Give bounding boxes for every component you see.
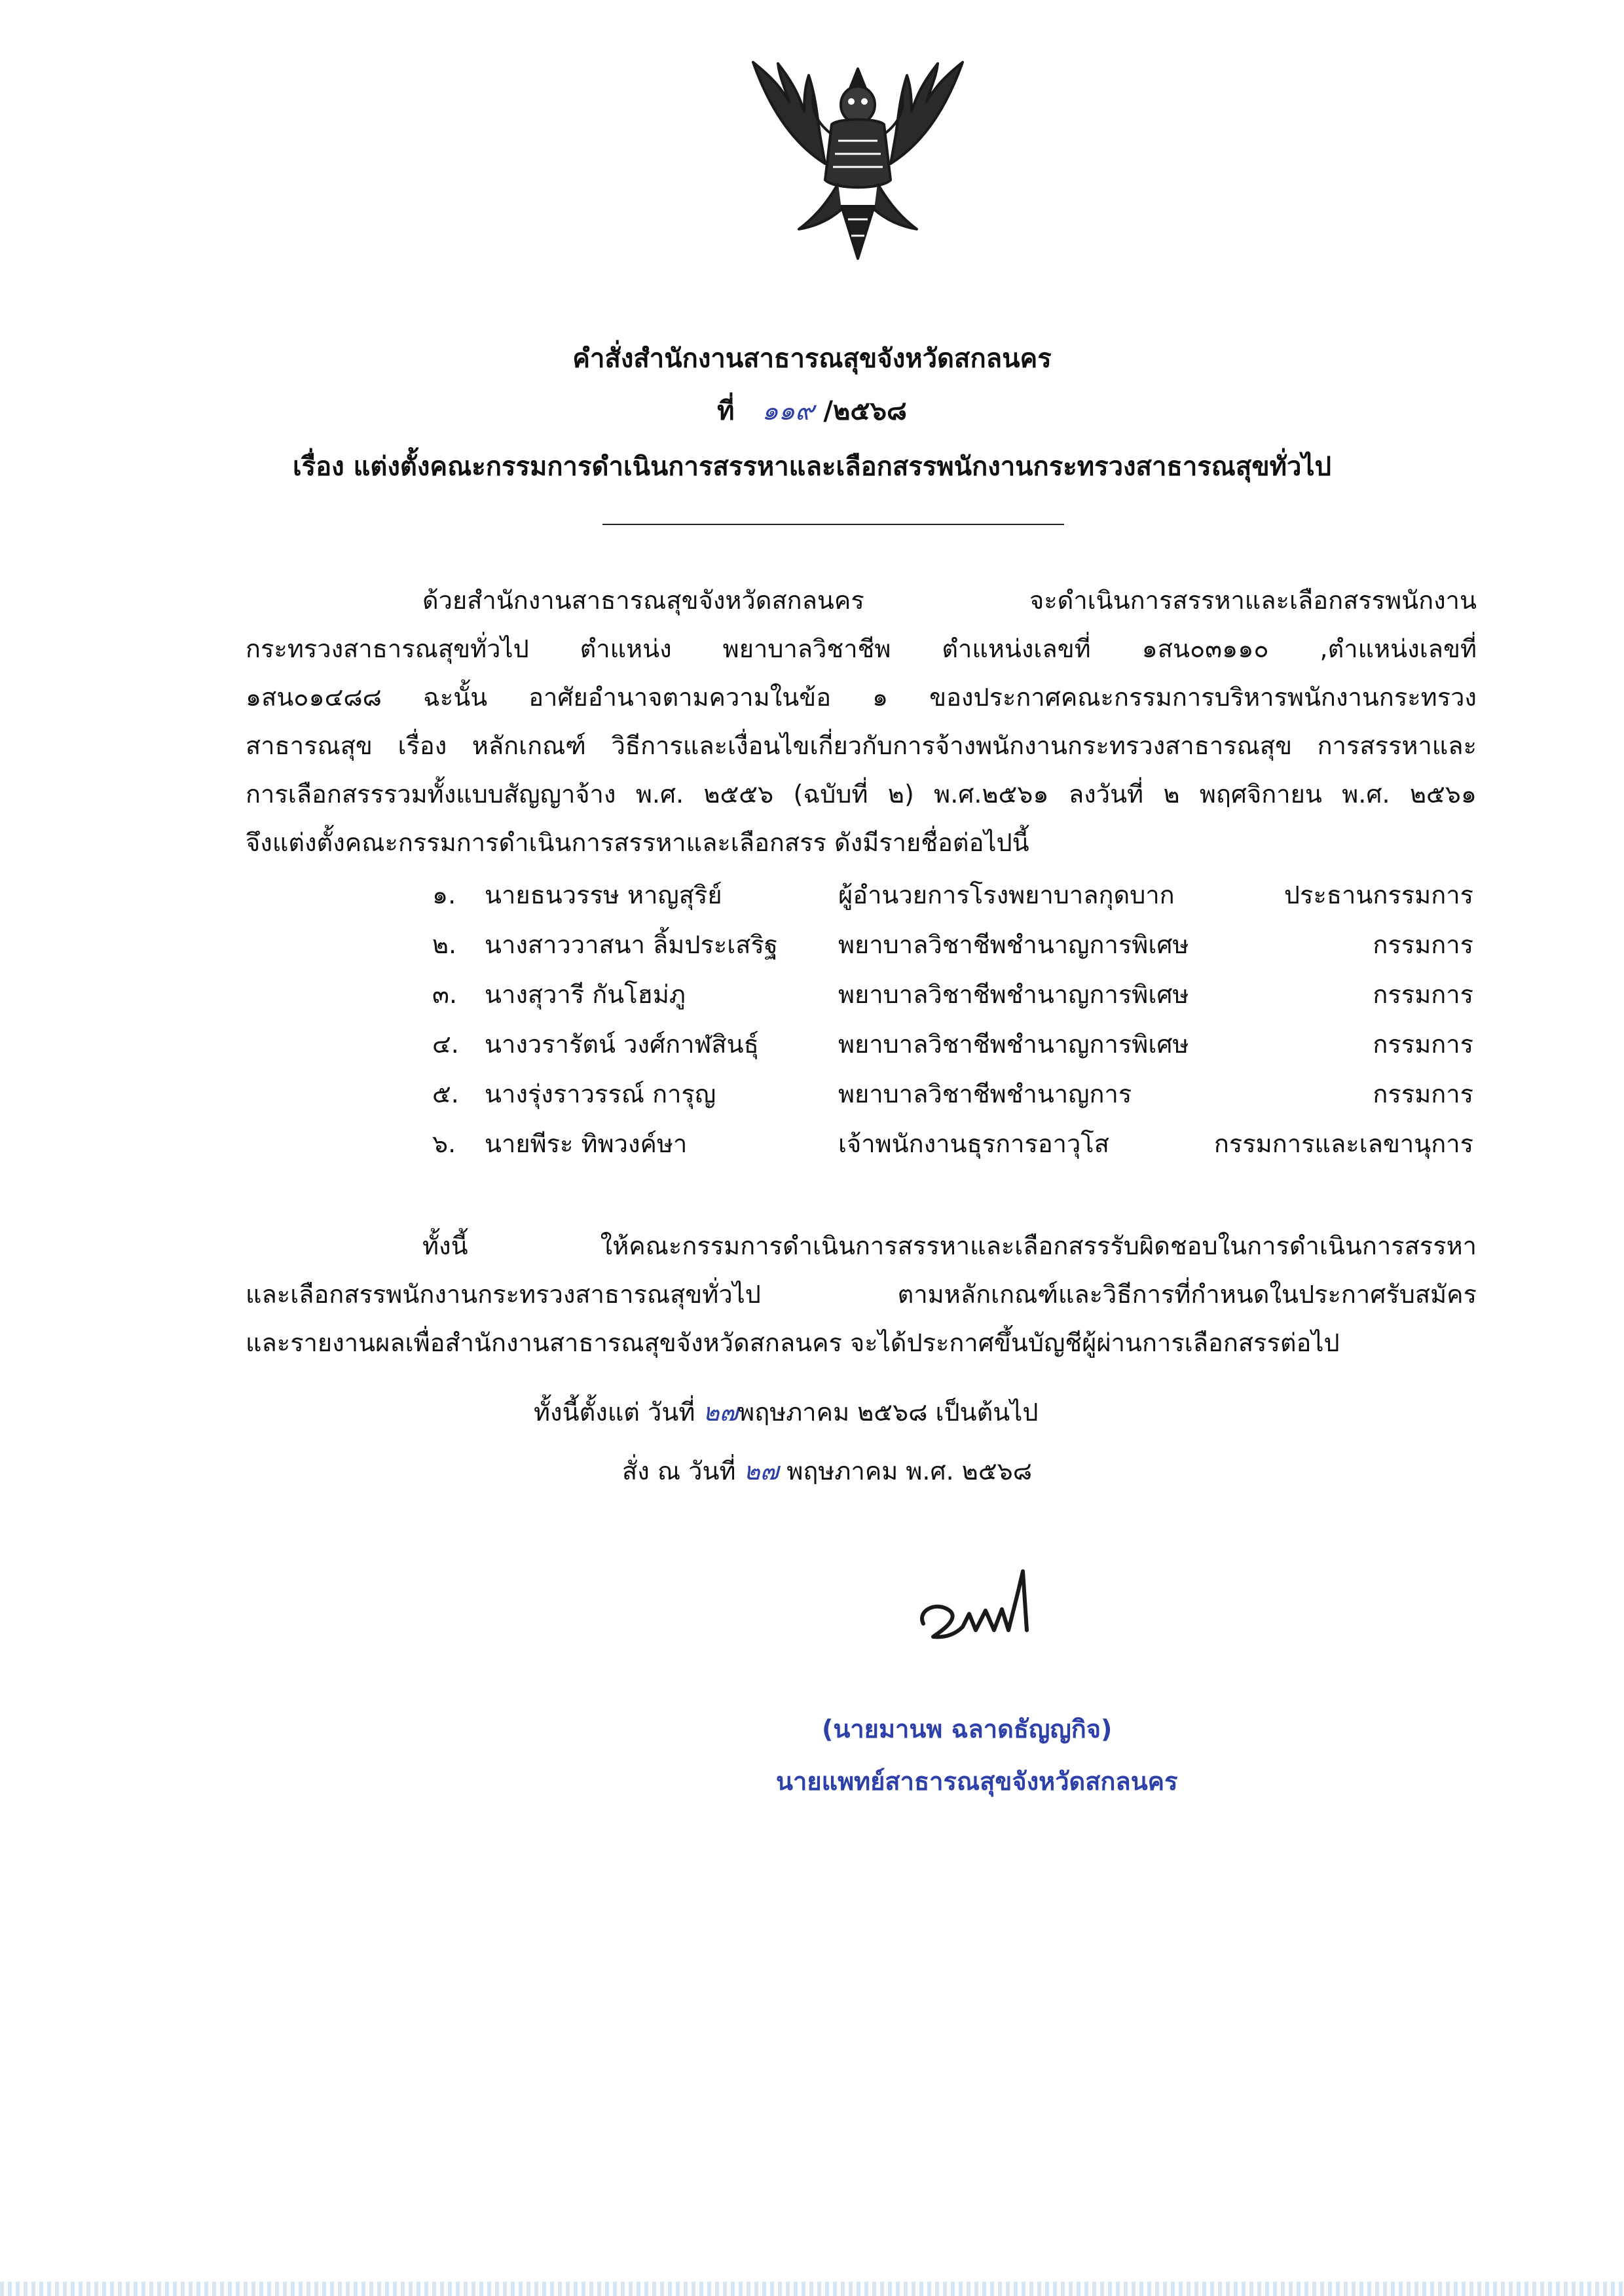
- member-position: พยาบาลวิชาชีพชำนาญการพิเศษ: [838, 980, 1189, 1009]
- member-role: กรรมการ: [1373, 980, 1473, 1009]
- paragraph-line: การเลือกสรรรวมทั้งแบบสัญญาจ้าง พ.ศ. ๒๕๕๖ (ฉบับที่ ๒) พ.ศ.๒๕๖๑ ลงวันที่ ๒ พฤศจิกายน พ.ศ. ๒๕๖๑: [246, 780, 1477, 809]
- member-role: กรรมการ: [1373, 1080, 1473, 1108]
- order-number-prefix: ที่: [717, 396, 735, 426]
- member-position: เจ้าพนักงานธุรการอาวุโส: [838, 1129, 1109, 1158]
- signer-title: นายแพทย์สาธารณสุขจังหวัดสกลนคร: [776, 1767, 1178, 1796]
- committee-member: [0, 875, 1624, 923]
- member-number: ๔.: [432, 1030, 459, 1059]
- member-role: ประธานกรรมการ: [1283, 881, 1473, 909]
- member-position: พยาบาลวิชาชีพชำนาญการพิเศษ: [838, 930, 1189, 959]
- effective-day-handwritten: ๒๗: [703, 1398, 739, 1427]
- member-role: กรรมการและเลขานุการ: [1213, 1129, 1473, 1158]
- scan-edge-strip: [0, 2282, 1624, 2296]
- member-name: นายพีระ ทิพวงค์ษา: [485, 1129, 688, 1158]
- divider-line: [602, 524, 1064, 525]
- paragraph-line: กระทรวงสาธารณสุขทั่วไป ตำแหน่ง พยาบาลวิชาชีพ ตำแหน่งเลขที่ ๑สน๐๓๑๑๐ ,ตำแหน่งเลขที่: [246, 634, 1477, 663]
- paragraph-intro: [246, 576, 1477, 867]
- order-number-handwritten: ๑๑๙: [762, 396, 815, 426]
- garuda-emblem-icon: [727, 49, 989, 265]
- order-date-suffix: พฤษภาคม พ.ศ. ๒๕๖๘: [779, 1457, 1033, 1485]
- paragraph-line: จึงแต่งตั้งคณะกรรมการดำเนินการสรรหาและเลือกสรร ดังมีรายชื่อต่อไปนี้: [246, 828, 1029, 857]
- member-position: พยาบาลวิชาชีพชำนาญการพิเศษ: [838, 1030, 1189, 1059]
- committee-member: [0, 924, 1624, 973]
- handwritten-signature-icon: [910, 1565, 1054, 1663]
- member-name: นางวรารัตน์ วงศ์กาฬสินธุ์: [485, 1030, 759, 1059]
- member-name: นายธนวรรษ หาญสุริย์: [485, 881, 722, 909]
- member-number: ๓.: [432, 980, 458, 1009]
- effective-prefix: ทั้งนี้ตั้งแต่ วันที่: [534, 1398, 695, 1427]
- member-name: นางสุวารี กันโฮม่ภู: [485, 980, 686, 1009]
- paragraph-line: ด้วยสำนักงานสาธารณสุขจังหวัดสกลนคร จะดำเนินการสรรหาและเลือกสรรพนักงาน: [422, 586, 1477, 615]
- order-day-handwritten: ๒๗: [743, 1457, 779, 1485]
- paragraph-line: ๑สน๐๑๔๘๘ ฉะนั้น อาศัยอำนาจตามความในข้อ ๑ ของประกาศคณะกรรมการบริหารพนักงานกระทรวง: [246, 683, 1477, 712]
- order-number-suffix: /๒๕๖๘: [823, 396, 907, 426]
- paragraph-line: ทั้งนี้ ให้คณะกรรมการดำเนินการสรรหาและเลือกสรรรับผิดชอบในการดำเนินการสรรหา: [422, 1231, 1477, 1260]
- order-title: คำสั่งสำนักงานสาธารณสุขจังหวัดสกลนคร: [572, 344, 1052, 374]
- committee-member: [0, 1024, 1624, 1072]
- signer-name: (นายมานพ ฉลาดธัญญกิจ): [822, 1715, 1113, 1743]
- member-number: ๑.: [432, 881, 456, 909]
- order-date-prefix: สั่ง ณ วันที่: [622, 1457, 736, 1485]
- paragraph-line: และรายงานผลเพื่อสำนักงานสาธารณสุขจังหวัดสกลนคร จะได้ประกาศขึ้นบัญชีผู้ผ่านการเลือกสรรต่อไป: [246, 1328, 1340, 1357]
- member-position: พยาบาลวิชาชีพชำนาญการ: [838, 1080, 1132, 1108]
- order-subject: เรื่อง แต่งตั้งคณะกรรมการดำเนินการสรรหาและเลือกสรรพนักงานกระทรวงสาธารณสุขทั่วไป: [293, 452, 1331, 482]
- member-role: กรรมการ: [1373, 1030, 1473, 1059]
- member-name: นางสาววาสนา ลิ้มประเสริฐ: [485, 930, 778, 959]
- committee-member: [0, 1074, 1624, 1122]
- paragraph-responsibility: [246, 1222, 1477, 1367]
- committee-member: [0, 974, 1624, 1023]
- order-number: [0, 390, 1624, 431]
- member-number: ๖.: [432, 1129, 456, 1158]
- member-name: นางรุ่งราวรรณ์ การุญ: [485, 1080, 716, 1108]
- order-date: [622, 1451, 1032, 1491]
- member-number: ๕.: [432, 1080, 459, 1108]
- paragraph-line: และเลือกสรรพนักงานกระทรวงสาธารณสุขทั่วไป ตามหลักเกณฑ์และวิธีการที่กำหนดในประกาศรับสมัคร: [246, 1280, 1477, 1309]
- paragraph-line: สาธารณสุข เรื่อง หลักเกณฑ์ วิธีการและเงื่อนไขเกี่ยวกับการจ้างพนักงานกระทรวงสาธารณสุข การสรรหาและ: [246, 731, 1477, 760]
- member-position: ผู้อำนวยการโรงพยาบาลกุดบาก: [838, 881, 1175, 909]
- effective-suffix: พฤษภาคม ๒๕๖๘ เป็นต้นไป: [738, 1398, 1039, 1427]
- effective-date: [534, 1392, 1039, 1432]
- member-number: ๒.: [432, 930, 457, 959]
- committee-member: [0, 1123, 1624, 1172]
- member-role: กรรมการ: [1373, 930, 1473, 959]
